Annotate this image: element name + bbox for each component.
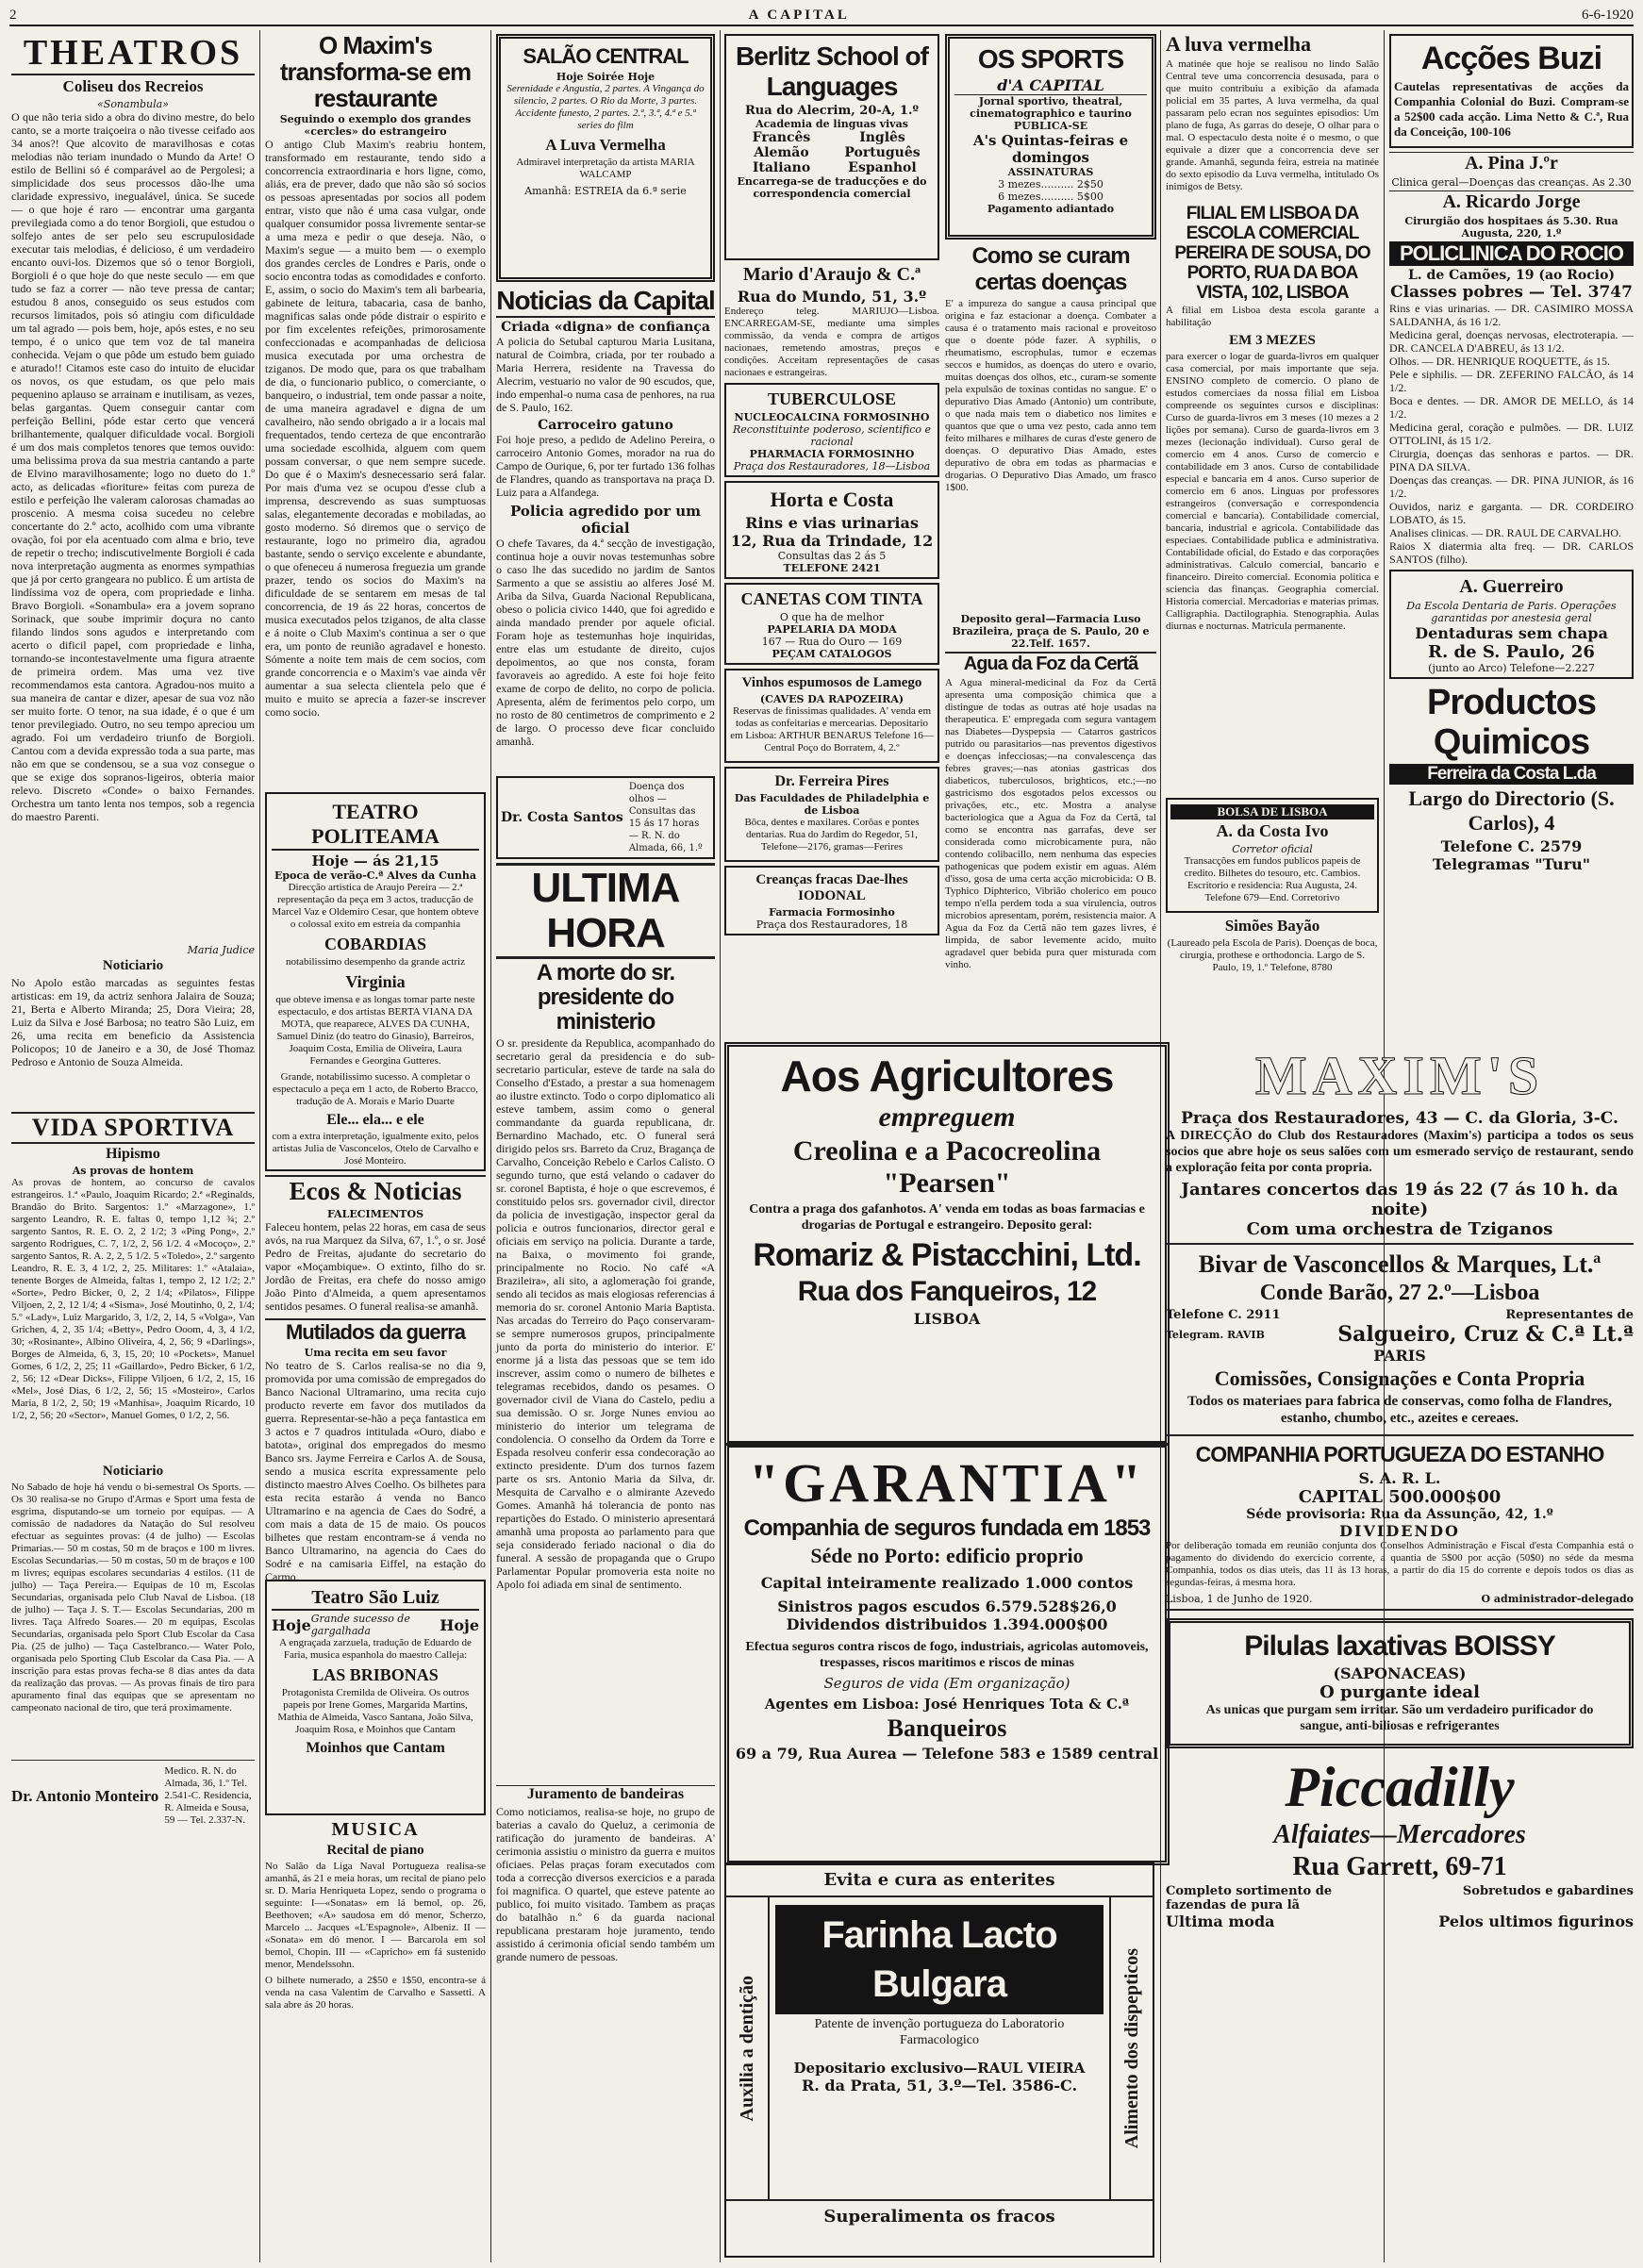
ad-acoes-buzi [1389,34,1634,148]
product-sub: Reconstituinte poderoso, scientifico e racional [732,423,932,448]
paper-title: OS SPORTS [977,44,1124,74]
ad-top: Evita e cura as enterites [726,1864,1153,1897]
ad-horta-costa [724,481,939,579]
article-body-criada: A policia do Setubal capturou Maria Lusitana, natural de Coimbra, criada, por ter roubado a Maria Herrera, residente na Travessa do Alecrim, vestuario no valor de 90 escudos, que, indo empenhal-o numa casa de penhores, na rua de S. Paulo, 162. [496,335,715,414]
lacto-body [726,1897,1153,2199]
broker-sub: Corretor oficial [1232,843,1313,855]
sao-luiz-header [272,1613,479,1637]
ad-antonio-monteiro [11,1765,255,1827]
hoje-label: Hoje [272,1615,311,1634]
company-name: Romariz & Pistacchini, Ltd. [753,1237,1141,1273]
patent: Patente de invenção portugueza do Laboratorio Farmacologico [814,2017,1065,2047]
signature: O administrador-delegado [1481,1593,1634,1605]
rep-company: Salgueiro, Cruz & C.ª Lt.ª [1337,1322,1634,1347]
article-body-morte: O sr. presidente da Republica, acompanhado do secretario geral da presidencia e do sub-secretario particular, esteve de tarde na sala do Conselho d'Estado, a prestar a sua homenagem ao ilustre extincto. Todo o corpo diplomatico ali esteve tambem, assim como o general commandante da guarda republicana, dr. Bernardino Machado, etc. O funeral será dirigido pelos srs. Barreto da Cruz, Bragança de Carvalho, Conceição Rebelo e Carlos Calisto. O segundo turno, que está velando o cadaver do sr. coronel Baptista, é hoje o que escrevemos, é constituido pelos srs. governador civil, director da policia de investigação, inspector geral da policia e outros funcionarios, director geral e oficiais em serviço na policia. Durante a tarde, na Baixa, o movimento foi grande, principalmente no Rocio. No café «A Brazileira», ali sito, a aglomeração foi grande, sendo ali tecidos as mais elogiosas referencias á memoria do sr. coronel Antonio Maria Baptista. Nas arcadas do Terreiro do Paço conservaram-se sempre numerosos grupos, principalmente junto da porta do ministerio do interior. E' enorme já a lista das pessoas que se tem ido inscrever, assim como o numero de bilhetes e telegramas recebidos, dando os pesames. O governador civil de Viana do Castelo, pediu a sua demissão. O sr. Jorge Nunes enviou ao ministerio do interior um telegrama de condolencia. O conselho da Ordem da Torre e Espada resolveu conferir essa condecoração ao extincto presidente. D'um dos turnos fazem parte os srs. Antonio Maria da Silva, dr. Mesquita de Carvalho e o almirante Azevedo Gomes. Amanhã há tolerancia de ponto nas repartições do Estado. O ministerio apresentará amanhã uma proposta ao parlamento para que seja considerado feriado nacional o dia do funeral. A sessão de propaganda que o Grupo Parlamentar Popular promoveria esta noite no Apolo foi adiada em sinal de sentimento. [496,1036,715,1591]
broker-name: A. da Costa Ivo [1216,821,1329,840]
grande-sucesso: Grande sucesso de gargalhada [310,1613,410,1637]
article-body-luva: A matinée que hoje se realisou no lindo Salão Central teve uma concorrencia desusada, para o que muito contribuiu a exibição da afamada policial em 35 partes, A luva vermelha, da qual passaram pelo ecran nos seguintes episodios: Um plano de fuga, As garras do deseje, O olhar para o mal. O espectaculo desta noite é o mesmo, o que equivale a dizer que a concorrencia deve ser grande. Amanhã, segunda feira, estreia na matinée do sexto episodio da Luva vermelha, intitulado Os inimigos de Betsy. [1166,58,1379,192]
article-title-morte: A morte do sr. presidente do ministerio [536,960,675,1035]
sede: Séde provisoria: Rua da Assunção, 42, 1.º [1246,1507,1553,1522]
insurance-text: Efectua seguros contra riscos de fogo, industriais, agricolas automoveis, trespasses, riscos maritimos e riscos de minas [745,1640,1149,1670]
ad-tuberculose [724,383,939,477]
company-name: "GARANTIA" [748,1452,1146,1514]
orchestra: Com uma orchestra de Tziganos [1246,1219,1553,1239]
ad-name: Dr. Antonio Monteiro [11,1786,159,1805]
article-body-noticiario: No Apolo estão marcadas as seguintes festas artisticas: em 19, da actriz senhora Jalaira de Souza; 21, Berta e Alberto Miranda; 25, Dora Vieira; 28, Luiz da Silva e José Barbosa; no teatro São Luiz, em 26, uma recita em beneficio da Assistencia Policopos; 10 de Janeiro e a 30, de José Thomaz Pedroso e Antonio de Souza Almeida. [11,976,255,1068]
representantes: Representantes de [1505,1308,1634,1322]
ad-policlinica-title: POLICLINICA DO ROCIO [1389,241,1634,266]
column-3 [496,30,715,2262]
pharmacy-address: Praça dos Restauradores, 18 [755,919,908,931]
ad-text: Bôca, dentes e maxilares. Corôas e pontes dentarias. Rua do Jardim do Regedor, 51, Telefone—2176, gramas—Ferires [744,817,920,853]
theatre-name: Teatro São Luiz [272,1587,479,1611]
fashion: Ultima moda [1166,1912,1275,1930]
ad-right-text: Alimento dos dispepticos [1120,1947,1142,2149]
doctor-name: Horta e Costa [770,488,894,511]
ad-filial-text: A filial em Lisboa desta escola garante a habilitação [1166,305,1379,328]
ad-foot: PEÇAM CATALOGOS [772,648,892,660]
ad-mario-text: Endereço teleg. MARIUJO—Lisboa. ENCARREGAM-SE, mediante uma simples commissão, da venda e compra de artigos nacionaes, remetendo amostras, preços e condições. Acceitam representações de casas nacionaes e estrangeiras. [724,306,939,378]
list-item: Analises clinicas. — DR. RAUL DE CARVALHO. [1389,526,1622,539]
ad-iodonal [724,866,939,935]
page-number: 2 [9,7,17,23]
ad-sub: empreguem [878,1101,1016,1133]
ad-productos-telegram: Telegramas "Turu" [1432,855,1591,873]
politeama-text: Direcção artistica de Araujo Pereira — 2.ª representação da peça em 3 actos, traducção de Marcel Vaz e Oldemiro Cesar, que hontem obteve o colossal exito em estreia da companhia [272,882,479,930]
language: Português [844,145,921,160]
ad-filial-mezes: EM 3 MEZES [1229,333,1316,348]
list-item: Raios X diatermia alta freq. — DR. CARLOS SANTOS (filho). [1389,539,1634,566]
shop-address: 167 — Rua do Ouro — 169 [761,636,903,648]
school-subtitle: Academia de linguas vivas [755,118,908,130]
article-body-coliseu: O que não teria sido a obra do divino mestre, do belo canto, se a morte traiçoeira o não tivesse ceifado aos 34 anos?! Que alcovito de maravilhosas e cotas melodias não teriam inundado o Mundo da Arte! O estilo de Bellini só é comparável ao de Pergolesi; a simplicidade dos seus processos dão-lhe uma claridade expressivo, inegualável, única. Se sucede — o que hoje é raro — encontrar uma garganta previlegiada como a do tenor Borgioli, que estudou o solfejo antes de ser pelo seu escrupulosidade executar tais melodias, é delicioso, é um verdadeiro encanto ouvi-los. Dizemos que só o tenor Borgioli, Borgioli é o que hoje do que neste seculo — em que tudo se faz a correr — não teve pressa de cantar; estudou 8 anos, conseguido os seus estudos com recursos limitados, pois só atingiu com dificuldade um tal agrado — pois bem, hoje, após estes, e no seu tempo, é o unico que tem voz de tal maneira conhecida. Vejam o que pôde um estudo bem guiado e aturado!! Citamos este caso do intuito de elucidar os novos, os que estudam, os que pelo mais pequenino aplauso se arrainam e inutilisam, as vezes, belas gargantas. Quem conseguir cantar com perfeição Bellini, póde estar certo que vencerá brilhantemente, qualquer dificuldade vocal. Borgioli é um dos mais completos tenores que temos ouvido: uma belissima prova da sua mestria cantando a parte de Elvino maravilhosamente; logo no dueto do 1.º acto, as delicadas «fioriture» feitas com pureza de estilo e perfeição lhe valeram calorosas chamadas ao proscenio. A mesma coisa sucedeu no celebre concertante do 2.º acto, acolhido com uma vibrante ovação, foi por ela acentuado com alma e brio, teve de repetir o trecho; indiscutivelmente Borgioli é cada nova interpretação augmenta as enormes sympathias que já por certo grangeara no publico. É um artista de lindíssima voz de opera, com propriedade e linha. Bravo Borgioli. «Sonambula» era a jovem soprano Sorinack, que soube imprimir doçura no canto filando lindos sons agudos e interpretando com acerto o dificil papel, com propriedade e linha, tornando-se incontestavelmente uma figura atraente de primeira ordem. Mas uma vez tive recommendamos esta cantora. Agradou-nos muito a sua maneira de cantar e dizer, apesar de sua voz não ser muito forte. O tenor, na sua idade, é o que é um tenor previlegiado. Outro, no seu tempo apreciou um agrado. Foi um verdadeiro triunfo de Borgioli. Cantou com a devida expressão toda a sua parte, mas não em que se condensou, se a sua voz consegue o que se exige dos sopranos-ligeiros, obteria maior relevo. Discreto «Conde» o baixo Fernandes. Orchestra um tanto lenta nos tempos, sob a regencia do maestro Parenti. [11,110,255,823]
article-title-mutilados: Mutilados da guerra [265,1318,486,1345]
picc-row-2 [1166,1912,1634,1930]
product-name: Pilulas laxativas BOISSY [1244,1631,1555,1662]
article-subtitle: Uma recita em seu favor [304,1347,447,1359]
article-body-musica: No Salão da Liga Naval Portugueza realisa-se amanhã, ás 21 e meia horas, um recital de piano pelo sr. D. Maria Henriqueta Lopez, sendo o programa o seguinte: I—«Sonatas» em lá bemol, op. 26, Beethoven; «A» saudosa em dó menor, Scherzo, Marcelo ... Jacques «L'Espagnole», Albeniz. II — «Sonata» em dó menor. I — Barcarola em sol bemol, Chopin. III — «Capricho» em fá sustenido menor, Mendelssohn. [265,1861,486,1970]
actress-name: Virginia [345,972,406,991]
article-title-coliseu: Coliseu dos Recreios [62,77,204,95]
article-title-juramento: Juramento de bandeiras [496,1785,715,1803]
ad-jorge-text: Cirurgião dos hospitaes ás 5.30. Rua Augusta, 220, 1.º [1404,215,1618,240]
shop-name: Piccadilly [1285,1756,1515,1818]
program: Serenidade e Angustia, 2 partes. A Vingança do silencio, 2 partes. O Rio da Morte, 3 partes. Accidente funesto, 2 partes. 2.ª, 3.ª, 4.ª e 5.ª series do film [506,83,705,131]
ad-mario-address: Rua do Mundo, 51, 3.º [737,288,927,306]
ad-mario-araujo-title: Mario d'Araujo & C.ª [742,264,921,285]
dentist-text: Da Escola Dentaria de Paris. Operações garantidas por anestesia geral [1406,600,1617,624]
ad-text: Doença dos olhos — Consultas das 15 ás 17 horas — R. N. do Almada, 66, 1.º [628,782,703,853]
sinistros: Sinistros pagos escudos 6.579.528$26,0 [777,1598,1117,1615]
ad-os-sports [945,34,1156,240]
theatre-name: TEATRO POLITEAMA [272,800,479,851]
article-body-curam: E' a impureza do sangue a causa principal que origina e faz estacionar a doença. Combater a causa é o tratamento mais racional e proveitoso que o doente póde fazer. A syphilis, o rheumatismo, escrophulas, tumor e eczemas seccos e humidos, as doenças do utero e ovario, muitas doenças dos olhos, etc., curam-se somente pela expulsão de toxinas contidas no sangue. E' o depurativo Dias Amado (Antonio) um contribute, o que nada mais tem o diabetico nos limites e quantos que que o uma vez pesto, cada anno tem feito milhares e milhares de curas d'este genero de doenças. O depurativo Dias Amado, estes depurativo de obra em todas as pharmacias e drogarias. O Depurativo Dias Amado, um frasco 1$00. [945,298,1156,493]
article-body-carroceiro: Foi hoje preso, a pedido de Adelino Pereira, o carroceiro Antonio Gomes, morador na rua do Campo de Ourique, 6, por ter furtado 136 folhas de Flandres, quando as transportava na praça D. Luiz para a Alfandega. [496,433,715,499]
ad-text: As unicas que purgam sem irritar. São um verdadeiro purificador do sangue, anti-biliosas e refrigerantes [1205,1703,1594,1733]
article-subtitle: Seguindo o exemplo dos grandes «cercles» do estrangeiro [279,113,472,138]
estanho-text: Por deliberação tomada em reunião conjunta dos Conselhos Administração e Fiscal d'esta Companhia está o pagamento do dividendo do exercicio corrente, a quantia de 5$00 por acção (50$0) no séde da mesma Companhia, todos os dias uteis, das 11 ás 13 horas, a partir do dia 15 do corrente e depois todos os dias as segundas-feiras, á mesma hora. [1166,1540,1634,1588]
ad-bolsa [1166,798,1379,913]
column-2 [265,30,486,2262]
deposito: Deposito geral—Farmacia Luso Brazileira, praça de S. Paulo, 20 e 22.Telf. 1657. [952,613,1150,650]
doctor-name: Dr. Ferreira Pires [774,773,889,789]
ad-title: MAXIM'S [1254,1045,1545,1106]
days: A's Quintas-feiras e domingos [972,132,1129,166]
hoje-label: Hoje [440,1615,479,1634]
issue-date: 6-6-1920 [1582,7,1634,23]
company-address: Rua dos Fanqueiros, 12 [797,1276,1097,1307]
ad-productos-company: Ferreira da Costa L.da [1389,764,1634,785]
list-item: Doenças das creanças. — DR. PINA JUNIOR, ás 16 1/2. [1389,473,1634,500]
paper-sub: d'A CAPITAL [954,76,1147,95]
city: PARIS [1373,1347,1426,1365]
ad-jorge-title: A. Ricardo Jorge [1389,190,1634,213]
agents-address: 69 a 79, Rua Aurea — Telefone 583 e 1589 central [735,1745,1159,1763]
politeama-text: que obteve imensa e as longas tomar parte neste espectaculo, e dos artistas BERTA VIANA DA MOTA, que reaparece, ALVES DA CUNHA, Samuel Diniz (do teatro do Ginasio), Barreiros, Joaquim Costa, Emilia de Oliveira, Laura Fernandes e Georgina Gutteres. [275,994,475,1067]
broker-text: Transacções em fundos publicos papeis de credito. Bilhetes do tesouro, etc. Cambios. Escritorio e residencia: Rua Augusta, 24. Telefone 679—End. Corretorivo [1184,855,1361,903]
ad-pina-title: A. Pina J.ºr [1389,152,1634,174]
sao-luiz-text: Protagonista Cremilda de Oliveira. Os outros papeis por Irene Gomes, Margarida Martins, Mathia de Almeida, Vasco Santana, João Silva, Joaquim Rosa, e Moinhos que Cantam [277,1687,473,1735]
article-body-maxims: O antigo Club Maxim's reabriu hontem, transformado em restaurante, tendo sido a concorrencia extraordinaria e hors ligne, como, aliás, era de prever, dado que não são só socios os pessoas apresentadas por socios all podem entrar, visto que não é uma casa vulgar, onde qualquer consumidor possa livremente sentar-se a uma meza e pedir o que deseja. Não, o Maxim's segue — a muito bem — o exemplo dos grandes cercles de Londres e Paris, onde o socio encontra todas as comodidades e conforto. E, assim, o socio do Maxim's tem ali barbearia, gabinete de leitura, tabacaria, casa de banho, magnificas salas onde póde distrair o espirito e por fim excelentes refeições, primorosamente confeccionadas e acompanhadas de deliciosa musica executada por uma orchestra de tziganos. De modo que, para os que trabalham de dia, o funcionario publico, o comerciante, o banqueiro, o industrial, tem onde passar a noite, de uma maneira agradavel e digna de um cavalheiro, não sendo obrigado a ir a locais mal frequentados, tendo certeza de que encontrarão uma sociedade escolhida, alguem com quem possam conversar, o que nem sempre sucede. Do que é o Maxim's desnecessario será falar. Por mais d'uma vez se ocupou d'esse club a imprensa, descrevendo as suas sumptuosas salas, elegantemente decoradas e mobiladas, ao gosto moderno. Só diremos que o serviço de restaurante, logo no primeiro dia, agradou bastante, sendo o serviço excelente e abundante, o que ofeneceu á numerosa freguezia um grande prazer, tendo os socios do Maxim's na dificuldade de se sentarem em mesas de tal concorrencia, de 19 ás 22 horas, concertos de musica executados pelos tziganos, de alta classe e á noite o Club Maxim's continua a ser o que era, um ponto de reunião agradavel e honesto. Sómente a noite tem mais de cem socios, com grande concorrencia e o Maxim's vae ainda vêr aumentar a sua selecta clientela pelo que é muito e muito se aprecia a fazer-se inscrever como socio. [265,138,486,719]
article-body-musica-2: O bilhete numerado, a 2$50 e 1$50, encontra-se á venda na casa Valentim de Carvalho e Sassetti. A sala abre ás 20 horas. [265,1975,486,2011]
ad-foot: Superalimenta os fracos [726,2199,1153,2232]
politeama-text: notabilissimo desempenho da grande actriz [286,956,465,968]
comissoes: Comissões, Consignações e Conta Propria [1214,1366,1585,1390]
ad-bivar [1166,1245,1634,1436]
ad-costa-santos [496,776,715,859]
company-sub: Companhia de seguros fundada em 1853 [743,1515,1151,1541]
column-1 [11,30,255,2262]
interpretation: Admiravel interpretação da artista MARIA WALCAMP [516,157,695,180]
article-subtitle: Recital de piano [326,1843,424,1858]
article-title-noticiario: Noticiario [102,958,164,973]
estanho-footer [1166,1593,1634,1605]
ad-title: Creanças fracas Dae-lhes IODONAL [755,872,908,903]
pharmacy-address: Praça dos Restauradores, 18—Lisboa [733,460,931,472]
ad-sub: (CAVES DA RAPOZEIRA) [759,693,904,705]
list-item: Medicina geral, doenças nervosas, electroterapia. — DR. CANCELA D'ABREU, ás 13 1/2. [1389,328,1634,355]
play-title: COBARDIAS [324,935,427,953]
article-title-agua: Agua da Foz da Certã [945,652,1156,675]
ad-title: Acções Buzi [1420,41,1602,76]
list-item: Cirurgia, doenças das senhoras e partos. — DR. PINA DA SILVA. [1389,447,1634,473]
masthead [9,6,1634,26]
article-subtitle: As provas de hontem [72,1165,194,1177]
list-item: Boca e dentes. — DR. AMOR DE MELLO, ás 14 1/2. [1389,394,1634,421]
section-title-noticias: Noticias da Capital [496,286,715,318]
picc-row [1166,1884,1634,1912]
ad-text: Contra a praga dos gafanhotos. A' venda em todas as boas farmacias e drogarias de Portugal e estrangeiro. Deposito geral: [749,1202,1145,1233]
ad-title: CANETAS COM TINTA [740,589,923,608]
language-list [731,130,933,175]
policlinica-list [1389,302,1634,566]
school-name: Berlitz School of Languages [736,41,928,101]
depositary-address: R. da Prata, 51, 3.º—Tel. 3586-C. [801,2077,1078,2094]
ad-berlitz [724,34,939,260]
article-body-juramento: Como noticiamos, realisa-se hoje, no grupo de baterias a cavalo do Queluz, a cerimonia de ratificação do juramento de bandeiras. A' cerimonia assistiu o ministro da guerra e muitos oficiaes. Pelas praças foram executados com toda a correcção diversos exercicios e a parada foi magnifica. O quartel, que esteve patente ao publico, foi muito visitado. Tambem as praças do batalhão n.º 6 da guarda nacional republicana prestaram hoje juramento, tendo assistido á cerimonia oficial sendo também um grande numero de pessoas. [496,1805,715,1963]
dividendo: DIVIDENDO [1339,1522,1460,1540]
article-body-mutilados: No teatro de S. Carlos realisa-se no dia 9, promovida por uma comissão de empregados do Banco Nacional Ultramarino, uma recita cujo producto reverte em favor dos mutilados da guerra. Representar-se-hão a peça fantastica em 3 actos e 7 quadros intitulada «Ouro, diabo e batota», original dos empregados do mesmo Banco srs. Jayme Ferreira e Carlos A. de Sousa, sendo a musica escrita expressamente pelo distincto maestro Alves Coelho. Os bilhetes para esta recita estarão á venda no Banco Ultramarino e na agencia de Caes do Sodré, a com mais a data de 15 de maio. Os poucos bilhetes que restam encontram-se á venda no Banco Ultramarino, na agencia do Caes do Sodré e na camisaria Eiffel, na estação do Carmo. [265,1359,486,1583]
article-subtitle: «Sonambula» [97,98,169,110]
lacto-right-band [1109,1897,1153,2199]
company-name: Bivar de Vasconcellos & Marques, Lt.ª [1198,1250,1602,1278]
telegram: Telegram. RAVIB [1166,1328,1265,1341]
soiree-label: Hoje Soirée Hoje [556,71,656,83]
company-address: Conde Barão, 27 2.º—Lisboa [1259,1281,1540,1305]
dentist-phone: (junto ao Arco) Telefone—2.227 [1428,662,1595,674]
article-body-agua: A Agua mineral-medicinal da Foz da Certã apresenta uma composição chimica que a distingue de todas as outras até hoje usadas na therapeutica. E' empregada com segura vantagem nas Diabetes—Dyspepsia — Catarros gastricos putrido ou parasitarios—nas preventos digestivos e doenças infecciosas;—na convalescença das febres graves;—nas atonias gastricas dos diabeticos, tuberculosos, brighticos, etc.;—no gastricismo dos esgotados pelos excessos ou privações, etc., etc. Mostra a analyse bacteriologica que a Agua da Foz da Certã, tal como se encontra nas garrafas, deve ser considerada como microbicamente pura, não contendo colibacillo, nem nenhuma das especies pathogenicas que podem existir em aguas. Além d'isso, gosa de uma certa acção microbicida: O B. Typhico Diphterico, Vibrião cholerico em pouco tempo n'ella perdem toda a sua virulencia, outros microbios apresentam, porém, resistencia maior. A Agua da Foz da Certã não tem gazes livres, é limpida, de sabor levemente acido, muito agradavel quer bebida pura quer misturada com vinho. [945,677,1156,970]
section-title-theatros: THEATROS [11,32,255,75]
dentist-address: R. de S. Paulo, 26 [1428,642,1595,662]
politeama-text: com a extra interpretação, igualmente exito, pelos artistas Julia de Vasconcelos, Otelo de Carvalho e José Monteiro. [272,1131,479,1167]
article-body-ecos: Faleceu hontem, pelas 22 horas, em casa de seus avós, na rua Marquez da Silva, 67, 1.º, o sr. José Pedro de Freitas, ajudante do secretario do vapor «Moçambique». O extinto, filho do sr. Jordão de Freitas, era chefe do nosso amigo João Pinto d'Almeida, a quem apresentamos sentidos pesames. O funeral realisa-se amanhã. [265,1220,486,1313]
article-signature: Maria Judice [187,944,255,956]
ad-name: Dr. Costa Santos [501,810,623,825]
jantares: Jantares concertos das 19 ás 22 (7 ás 10 h. da noite) [1181,1180,1618,1219]
speciality: Rins e vias urinarias [745,514,919,532]
language: Francês [752,130,811,145]
article-body-hipismo: As provas de hontem, ao concurso de cavalos estrangeiros. 1.ª «Paulo, Joaquim Ricardo; 2.ª «Reginalds, Brandão do Brito. Sargentos: 1.º «Marzagone», 1.º sargento Leandro, R. E. faltas 0, tempo 1,12 ¾; 2.º sargento Santos, R. E. O. 2, 2 1/2; 3 «Ping Pong», 2.º sargento Rodrigues, C. 7, 1/2, 2, 56 1/2. 4 «Mocoço», 2.º sargento Santos, R. A. 2, 2, 5 1/2. 5 «Toledo», 2.º sargento Leandro, R. E. 3, 4 1/2, 2, 25. Militares: 1.º «Atalaia», tenente Borges de Almeida, faltas 1, tempo 2, 12 1/2; 2.º «Sorte», Pedro Bicker, 0, 2, 2 1/4; «Pilatos», Filippe Viljoen, 2, 2, 12 1/4; 4 «Sisma», José Moutinho, 0, 2, 1/4; 5.º «Lady», Luiz Margarido, 3, 1/2, 2, 14, 5 «Volga», Van Grichen, 4, 2, 35 1/4; «Betty», Pedro Ooom, 4, 3, 4 1/2, 30; «Rosinante», Albino Oliveira, 4, 2, 56; 9 «Darlings», Borges de Almeida, 6, 3, 15, 20; 10 «Pockets», Manuel Gomes, 6 1/2, 2, 25; 11 «Gaillardo», Pedro Bicker, 6 1/2, 2, 56; 12 «Dear Dicks», Filippe Viljoen, 6 1/2, 2, 15, 16 «Mel», José Dias, 6 1/2, 2, 56; 15 «Mosteiro», Carlos Maria, 8 1/2, 2, 50; 19 «Manhisa», Joaquim Ricardo, 10 1/2, 2, 56; 20 «Sector», Manuel Gomes, 0 1/2, 2, 56. [11,1177,255,1421]
list-item: Medicina geral, coração e pulmões. — DR. LUIZ OTTOLINI, ás 15 1/2. [1389,421,1634,447]
company-city: LISBOA [913,1310,981,1328]
price-6: 6 mezes.......... 5$00 [998,190,1104,203]
section-title-vida-sportiva: VIDA SPORTIVA [11,1112,255,1144]
address: 12, Rua da Trindade, 12 [730,532,934,550]
lower-right-ads [1166,1042,1634,2259]
price-3: 3 mezes.......... 2$50 [998,178,1104,190]
ad-simoes-title: Simões Bayão [1224,917,1320,935]
subscriptions: ASSINATURAS [1007,166,1094,178]
school-footer: Encarrega-se de traducções e do correspondencia comercial [737,175,927,200]
school-address: Rua do Alecrim, 20-A, 1.º [745,104,919,118]
phone: Telefone C. 2911 [1166,1308,1281,1322]
ad-guerreiro [1389,570,1634,679]
ad-text: Reservas de finissimas qualidades. A' venda em todas as confeitarias e mercearias. Depositario em Lisboa: ARTHUR BENARUS Telefone 16—Central Poço do Borratem, 4, 2.º [730,705,934,753]
payment: Pagamento adiantado [987,203,1115,215]
article-title-criada: Criada «digna» de confiança [501,320,710,335]
ad-title: BOLSA DE LISBOA [1170,804,1374,819]
ad-left-text: Auxilia a dentição [736,1975,757,2122]
ad-productos-address: Largo do Directorio (S. Carlos), 4 [1408,786,1615,835]
assortment: Completo sortimento de fazendas de pura lã [1166,1884,1333,1912]
ad-policlinica-addr: L. de Camões, 19 (ao Rocio) [1407,268,1616,283]
ad-garantia [724,1443,1170,1865]
article-title-luva: A luva vermelha [1166,32,1311,56]
list-item: Pele e siphilis. — DR. ZEFERINO FALCÃO, ás 14 1/2. [1389,368,1634,394]
list-item: Ouvidos, nariz e garganta. — DR. CORDEIRO LOBATO, ás 15. [1389,500,1634,526]
section-title-musica: MUSICA [331,1819,420,1840]
play-title: Moinhos que Cantam [306,1740,445,1756]
language: Alemão [754,145,809,160]
product-name: NUCLEOCALCINA FORMOSINHO [734,411,930,423]
column-rule [490,30,491,2262]
paper-name: A CAPITAL [748,7,850,23]
amanha: Amanhã: ESTREIA da 6.ª serie [524,185,687,197]
column-5 [945,30,1156,1061]
show-time: Hoje — ás 21,15 [311,853,440,869]
agents: Agentes em Lisboa: José Henriques Tota & C.ª [764,1696,1130,1713]
contact-row [1166,1308,1634,1322]
section-title-ecos: Ecos & Noticias [265,1175,486,1206]
publica-se: PUBLICA-SE [1013,120,1088,132]
ad-maxims [1166,1044,1634,1245]
contact-row-2 [1166,1322,1634,1347]
dentist-name: A. Guerreiro [1459,576,1564,597]
ad-policlinica-classes: Classes pobres — Tel. 3747 [1390,283,1633,302]
ad-filial-title: FILIAL EM LISBOA DA ESCOLA COMERCIAL PEREIRA DE SOUSA, DO PORTO, RUA DA BOA VISTA, 102, LISBOA [1174,204,1370,303]
ad-teatro-sao-luiz [265,1580,486,1815]
article-body-noticiario-2: No Sabado de hoje há vendu o bi-semestral Os Sports. — Os 30 realisa-se no Grupo d'Armas e Sport uma festa de esgrima, disputando-se um torneio por equipas. — A comissão de nadadores da Natação do Sul resolveu efectuar as seguintes provas: (4 de julho) — Escolas Primarias.— 50 m costas, 50 m de braços e 100 m livres. Escolas Secundarias.— 50 m costas, 50 m de braços e 100 m livres; equipas escolares secundarias 4 estilos. (11 de julho) — Taça Pereira.— Equipas de 10 m, Escolas Secundarias, organisada pelo Club Naval de Lisboa. (18 de julho) — Taça J. S. T.— Escolas Secundarias, 200 m livres. Taça Alfredo Soares.— 20 m equipas, Escolas Secundarias, organisada pelo Sport Club Escolar da Casa Pia. (25 de julho) — Taça Castelbranco.— Water Polo, organisada pelo Sporting Club Escolar da Casa Pia. — A inscrição para estas provas fecha-se 8 dias antes da data da realização das provas. — As provas finais de tiro para apuramento final das equipas que se apresentam no campeonato nacional de tiro, que terá proximamente. [11,1482,255,1713]
product-sub: (SAPONACEAS) [1333,1664,1467,1682]
ad-teatro-politeama [265,792,486,1171]
lacto-left-band [726,1897,770,2199]
paper-desc: Jornal sportivo, theatral, cinematographico e taurino [970,95,1132,120]
article-title-carroceiro: Carroceiro gatuno [538,418,673,433]
section-title-ultima-hora: ULTIMA HORA [496,863,715,959]
sede: Séde no Porto: edificio proprio [810,1544,1084,1567]
article-title-policia: Policia agredido por um oficial [509,503,701,537]
shop-sub: Alfaiates—Mercadores [1273,1820,1526,1849]
list-item: Olhos. — DR. HENRIQUE ROQUETTE, ás 15. [1389,355,1610,368]
phone: TELEFONE 2421 [783,562,881,574]
depositary: Depositario exclusivo—RAUL VIEIRA [793,2060,1086,2077]
materiais: Todos os materiaes para fabrica de conservas, como folha de Flandres, estanho, chumbo, etc., azeites e cereaes. [1187,1394,1612,1426]
overcoats: Sobretudos e gabardines [1462,1884,1634,1898]
hours: Consultas das 2 ás 5 [777,550,887,562]
article-title-hipismo: Hipismo [106,1146,160,1162]
address: Praça dos Restauradores, 43 — C. da Gloria, 3-C. [1181,1109,1618,1128]
ad-sub: Das Faculdades de Philadelphia e de Lisboa [734,792,930,817]
play-title: Ele... ela... e ele [326,1112,424,1128]
product-name: Farinha Lacto Bulgara [775,1905,1104,2014]
product-name: Creolina e a Pacocreolina "Pearsen" [792,1135,1102,1199]
article-title-maxims: O Maxim's transforma-se em restaurante [279,31,472,112]
ad-ferreira-pires [724,767,939,862]
capital: CAPITAL 500.000$00 [1298,1487,1502,1507]
column-rule [720,30,721,2262]
shop-address: Rua Garrett, 69-71 [1292,1852,1507,1881]
article-title-curam: Como se curam certas doenças [971,243,1130,295]
article-title-noticiario-2: Noticiario [102,1464,164,1479]
bankers: Banqueiros [887,1714,1007,1742]
dividendos: Dividendos distribuidos 1.394.000$00 [786,1615,1108,1633]
column-7 [1389,30,1634,1033]
dentist-sub: Dentaduras sem chapa [1415,624,1608,642]
seguros-vida: Seguros de vida (Em organização) [823,1675,1070,1692]
ad-piccadilly [1166,1756,1634,1930]
play-title: LAS BRIBONAS [312,1665,439,1684]
language: Espanhol [848,160,917,175]
ad-simoes-text: (Laureado pela Escola de Paris). Doenças de boca, cirurgia, prothese e orthodoncia. Largo de S. Paulo, 19, 1.º Telefone, 8780 [1167,937,1378,973]
film-title: A Luva Vermelha [545,136,666,154]
ad-text: Cautelas representativas de acções da Companhia Colonial do Buzi. Compram-se a 52$00 cada acção. Lima Netto & C.ª, Rua da Conceição, 100-106 [1394,79,1629,139]
ad-sub: O que ha de melhor [779,611,885,623]
slogan: O purgante ideal [1319,1682,1480,1702]
ad-text: Medico. R. N. do Almada, 36, 1.º Tel. 2.541-C. Residencia, R. Almeida e Sousa, 59 — Tel. 2.337-N. [164,1765,252,1826]
capital: Capital inteiramente realizado 1.000 contos [760,1574,1134,1592]
politeama-text: Grande, notabilissimo sucesso. A completar o espectaculo a peça em 1 acto, de Roberto Bracco, tradução de A. Morais e Mario Duarte [272,1071,479,1107]
pharmacy: Farmacia Formosinho [769,906,895,919]
ad-productos-title: Productos Quimicos [1427,683,1596,762]
section-subtitle: FALECIMENTOS [326,1208,424,1220]
ad-title: Vinhos espumosos de Lamego [741,675,922,690]
company-name: COMPANHIA PORTUGUEZA DO ESTANHO [1195,1442,1604,1466]
ad-title: TUBERCULOSE [767,389,897,408]
shop-name: PAPELARIA DA MODA [767,623,897,636]
ad-pina-text: Clinica geral—Doenças das creanças. As 2.30 [1391,176,1632,189]
sarl: S. A. R. L. [1358,1469,1441,1487]
lacto-center [770,1897,1109,2199]
article-body-policia: O chefe Tavares, da 4.ª secção de investigação, continua hoje a ouvir novas testemunhas sobre o caso lhe das sucedido no jardim de Santos Sarmento a que se assistiu ao alferes José M. Ariba da Silva, Guarda Nacional Republicana, obeso o policia civico 1440, que foi agredido e ainda mandado prender por aquele oficial. Foram hoje as testemunhas hoje inquiridas, entre elas um estudante de direito, cujos depoimentos, ao que nos consta, foram favoraveis ao agredido. A este foi hoje feito exame de corpo de delito, no corpo de policia. Apresenta, além de ferimentos pelo corpo, um no rosto de 80 centimetros de comprimento e 2 de largo. O processo deve ficar concluido amanhã. [496,537,715,748]
ad-boissy [1166,1618,1634,1748]
column-rule [259,30,260,2262]
divider [11,1760,255,1761]
ad-salao-central [496,34,715,282]
pharmacy: PHARMACIA FORMOSINHO [749,448,915,460]
cinema-name: SALÃO CENTRAL [523,44,689,68]
ad-vinhos [724,669,939,763]
ad-canetas [724,583,939,665]
ad-productos-phone: Telefone C. 2579 [1440,837,1583,855]
figurines: Pelos ultimos figurinos [1438,1912,1634,1930]
date-line: Lisboa, 1 de Junho de 1920. [1166,1593,1313,1605]
ad-text: A DIRECÇÃO do Club dos Restauradores (Maxim's) participa a todos os seus socios que abre hoje os seus salões com um esmerado serviço de restaurant, sendo a exploração feita por conta propria. [1166,1129,1634,1175]
language: Inglês [859,130,905,145]
ad-filial-body: para exercer o logar de guarda-livros em qualquer casa comercial, por mais importante que seja. ENSINO completo de comercio. O plano de estudos comerciaes da nossa filial em Lisboa compreende os seguintes cursos e disciplinas: Curso de guarda-livros em 3 meses (10 mezes a 2 lições por semana). Curso de guarda-livros em 3 mezes (lecionação individual). Curso geral de comercio em 4 anos. Curso de comercio e contabilidade em 3 anos. Curso de contabilidade especial e bancaria em 4 anos. Curso superior de comercio em 6 anos. Linguas por professores estrangeiros (conversação e correspondencia comercial e bancaria). Contabilidade comercial, bancaria, industrial e agricola. Contabilidade das especiaes. Contabilidade publica e administrativa. Contabilidade oficial, do Estado e das corporações administrativas. Calculo comercial, bancario e financeiro. Direito comercial. Economia politica e sciencia das finanças. Geographia comercial. Historia comercial. Mercadorias e materias primas. Calligraphia. Dactilographia. Stenographia. Aulas diurnas e nocturnas. Matricula permanente. [1166,351,1379,632]
ad-title: Aos Agricultores [780,1051,1114,1101]
ad-companhia-estanho [1166,1436,1634,1611]
ad-farinha-lacto-bulgara [724,1862,1154,2258]
company: Epoca de verão-C.ª Alves da Cunha [274,869,477,882]
list-item: Rins e vias urinarias. — DR. CASIMIRO MOSSA SALDANHA, ás 16 1/2. [1389,302,1634,328]
sao-luiz-text: A engraçada zarzuela, tradução de Eduardo de Faria, musica espanhola do maestro Calleja: [279,1637,472,1661]
language: Italiano [752,160,811,175]
ad-aos-agricultores [724,1042,1170,1446]
